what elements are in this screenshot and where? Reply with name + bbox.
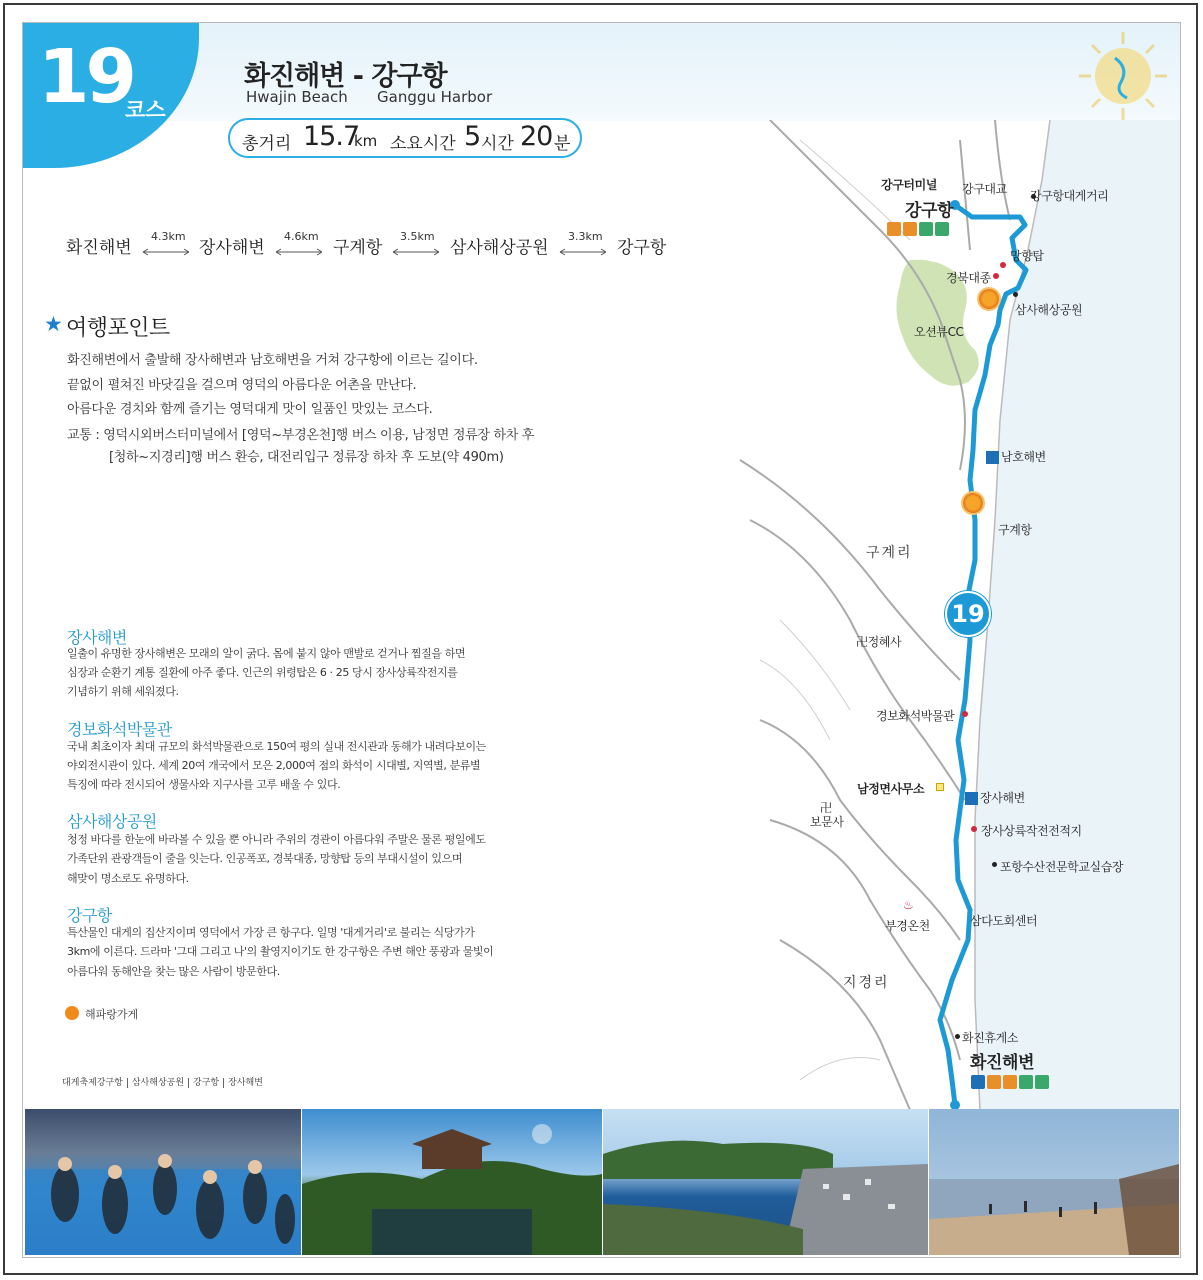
route-distance-1: 4.3km [151,230,186,243]
sun-emblem-icon [1075,28,1171,124]
course-number: 19 [38,34,133,120]
photo-samsa-park [302,1109,602,1255]
section-text: 일출이 유명한 장사해변은 모래의 알이 굵다. 몸에 붙지 않아 맨발로 걷거나 찜질을 하면 [67,647,466,660]
time-label: 소요시간 [390,134,456,154]
map-dot [993,273,999,279]
temple-icon: 卍 [856,635,868,649]
restroom-icon [887,222,901,236]
section-text: 야외전시관이 있다. 세계 20여 개국에서 모은 2,000여 점의 화석이 시대별, 지역별, 분류별 [67,759,481,772]
map-label-namho-beach [986,448,1046,465]
map-label-hwajin-beach: 화진해변 [970,1053,1035,1073]
route-distance-2: 4.6km [284,230,319,243]
map-dot [955,1034,960,1039]
photo-crab-festival-image [25,1109,301,1255]
section-text: 3km에 이른다. 드라마 '그대 그리고 나'의 촬영지이기도 한 강구항은 주변 해안 풍광과 물빛이 [67,945,494,958]
section-text: 특징에 따라 전시되어 생물사와 지구사를 고루 배울 수 있다. [67,778,341,791]
travel-point-line: 화진해변에서 출발해 장사해변과 남호해변을 거쳐 강구항에 이르는 길이다. [67,353,478,368]
double-arrow-icon [142,248,190,256]
section-text: 청정 바다를 한눈에 바라볼 수 있을 뿐 아니라 주위의 경관이 아름다워 주말은 물론 평일에도 [67,833,486,846]
double-arrow-icon [392,248,440,256]
restroom-icon [987,1075,1001,1089]
map-dot [992,862,997,867]
photo-caption: 장사해변 [228,1078,263,1088]
route-distance-3: 3.5km [400,230,435,243]
map-label-jangsa-battle-site: 장사상륙작전전적지 [981,824,1082,838]
star-icon: ★ [44,312,63,336]
double-arrow-icon [275,248,323,256]
map-label-bugyeong-spa: 부경온천 [885,919,930,933]
temple-icon: 卍 [820,801,832,815]
transport-info-cont: [청하~지경리]행 버스 환승, 대전리입구 정류장 하차 후 도보(약 490m) [109,450,504,465]
map-label-pohang-school: 포항수산전문학교실습장 [1000,860,1124,874]
route-distance-4: 3.3km [568,230,603,243]
restaurant-icon [1003,1075,1017,1089]
office-icon [936,783,944,791]
title-en-start: Hwajin Beach [246,88,348,106]
section-text: 해맞이 명소로도 유명하다. [67,872,189,885]
distance-label: 총거리 [242,134,292,154]
photo-caption: 강구항 [189,1078,224,1088]
section-text: 특산물인 대게의 집산지이며 영덕에서 가장 큰 항구다. 일명 '대게거리'로 불리는 식당가가 [67,926,475,939]
map-label-gyeongbuk-bell: 경북대종 [946,271,991,285]
info-icon [1019,1075,1033,1089]
photo-samsa-park-image [302,1109,602,1255]
section-title-ganggu: 강구항 [67,906,112,925]
travel-point-heading: 여행포인트 [66,316,170,341]
section-text: 심장과 순환기 계통 질환에 아주 좋다. 인근의 위령탑은 6 · 25 당시 장사상륙작전지를 [67,666,458,679]
haeparang-shop-icon [65,1006,79,1020]
section-text: 국내 최초이자 최대 규모의 화석박물관으로 150여 평의 실내 전시관과 동해가 내려다보이는 [67,740,486,753]
parking-icon [1035,1075,1049,1089]
time-minutes-unit: 분 [554,134,571,154]
course-stats [228,118,582,158]
photo-jangsa-beach-image [929,1109,1179,1255]
parking-icon [935,222,949,236]
haeparang-shop-icon [979,289,999,309]
travel-point-line: 아름다운 경치와 함께 즐기는 영덕대게 맛이 일품인 맛있는 코스다. [67,402,433,417]
route-stop-2: 장사해변 [199,238,265,258]
route-stop-5: 강구항 [617,238,667,258]
map-label-samsa-park: 삼사해상공원 [1015,303,1083,317]
beach-icon [971,1075,985,1089]
photo-crab-festival [25,1109,301,1255]
map-label-bomun-temple: 보문사 [810,815,844,829]
map-label-ganggu-port: 강구항 [905,201,954,221]
facility-icons [887,222,949,236]
restaurant-icon [903,222,917,236]
beach-icon [986,451,999,464]
section-text: 아름다워 동해안을 찾는 많은 사람이 방문한다. [67,965,280,978]
map-label-text: 정혜사 [867,635,902,649]
map-label-jigyeong-ri: 지경리 [843,975,890,991]
photo-captions [58,1075,267,1088]
map-dot [962,711,968,717]
map-label-ganggu-bridge: 강구대교 [962,182,1007,196]
time-hours: 5 [464,121,482,152]
route-stop-1: 화진해변 [66,238,132,258]
beach-icon [965,792,978,805]
course-suffix: 코스 [125,98,166,122]
map-label-text: 남호해변 [1001,450,1046,464]
map-label-hwajin-rest: 화진휴게소 [962,1031,1018,1045]
map-label-ganggu-terminal: 강구터미널 [881,178,937,192]
map-label-namjeong-office: 남정면사무소 [857,782,925,796]
section-title-museum: 경보화석박물관 [67,720,172,739]
section-title-samsa: 삼사해상공원 [67,812,157,831]
facility-icons [971,1075,1049,1089]
photo-caption: 대게축제강구항 [58,1078,128,1088]
course-marker: 19 [945,591,991,637]
distance-unit: km [354,132,378,150]
map-label-gugye-port: 구계항 [998,523,1032,537]
map-label-oceanview-cc: 오션뷰CC [914,325,964,339]
travel-point-line: 끝없이 펼쳐진 바닷길을 걸으며 영덕의 아름다운 어촌을 만난다. [67,378,417,393]
distance-value: 15.7 [303,121,360,152]
legend-label: 해파랑가게 [85,1008,139,1021]
page-title: 화진해변 - 강구항 [244,61,447,92]
photo-ganggu-port [603,1109,928,1255]
map-label-manghyang-tower: 망향탑 [1010,249,1044,263]
time-hours-unit: 시간 [481,134,514,154]
map-label-text: 장사해변 [980,791,1025,805]
info-icon [919,222,933,236]
photo-caption: 삼사해상공원 [128,1078,189,1088]
title-en-end: Ganggu Harbor [377,88,493,106]
time-minutes: 20 [520,121,553,152]
map-label-fossil-museum: 경보화석박물관 [876,709,955,723]
map-label-jangsa-beach [965,789,1025,806]
map-dot [1013,292,1018,297]
route-stop-3: 구계항 [333,238,383,258]
photo-jangsa-beach [929,1109,1179,1255]
hot-spring-icon: ♨ [903,898,914,912]
route-stop-4: 삼사해상공원 [450,238,549,258]
transport-info: 교통 : 영덕시외버스터미널에서 [영덕~부경온천]행 버스 이용, 남정면 정류장 하차 후 [67,428,535,443]
map-dot [971,826,977,832]
map-dot [1000,262,1006,268]
section-title-jangsa: 장사해변 [67,628,127,647]
section-text: 기념하기 위해 세워졌다. [67,685,179,698]
section-text: 가족단위 관광객들이 줄을 잇는다. 인공폭포, 경북대종, 망향탑 등의 부대시설이 있으며 [67,852,463,865]
map-label-samda-center: 삼다도회센터 [970,914,1038,928]
photo-ganggu-port-image [603,1109,928,1255]
map-label-gugye-ri: 구계리 [866,545,913,561]
map-label-jeonghye-temple [856,633,901,650]
haeparang-shop-icon [963,493,983,513]
map-label-ganggu-crossroad: 강구항대게거리 [1030,189,1109,203]
route-map [580,120,1180,1110]
